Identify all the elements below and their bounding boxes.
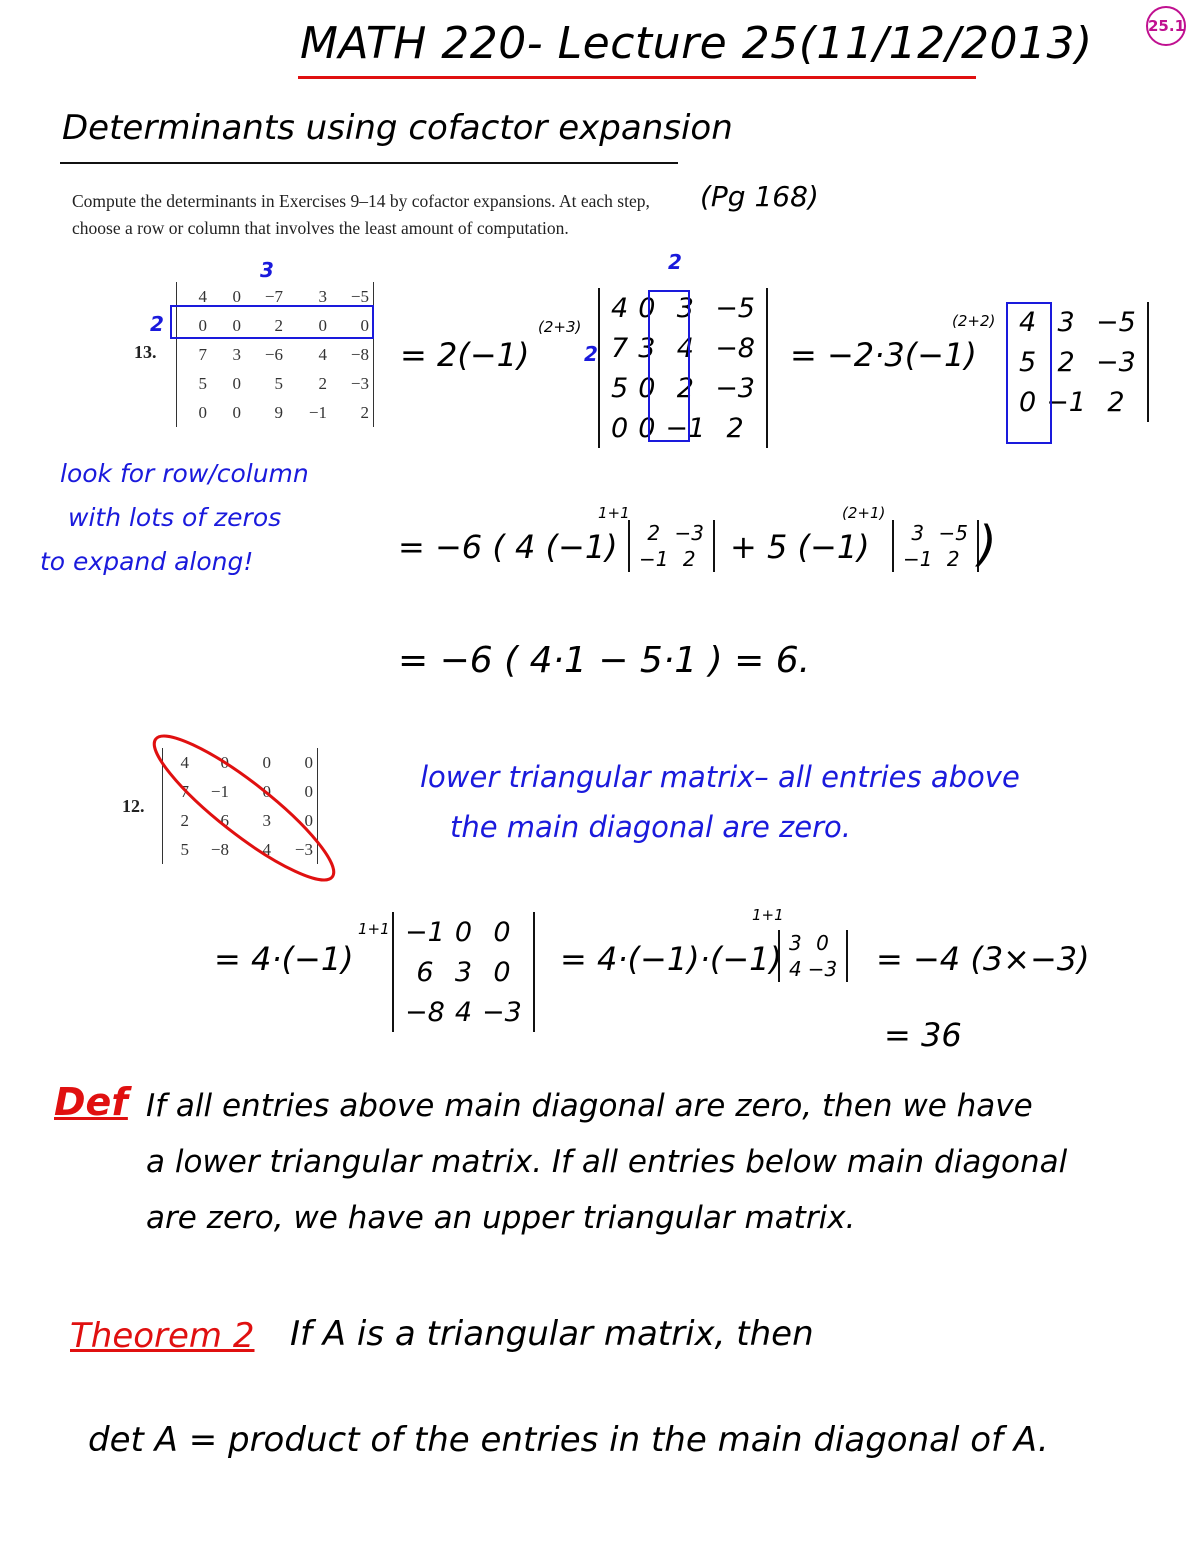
matrix-cell: −1 (308, 402, 327, 422)
matrix-cell: 4 (262, 839, 271, 859)
matrix-cell: −8 (715, 332, 755, 364)
matrix-cell: 0 (304, 810, 313, 830)
matrix-cell: −1 (903, 547, 933, 571)
matrix-cell: 2 (946, 547, 960, 571)
ex13-label: 13. (134, 342, 157, 362)
ex12-step2-matrix (778, 930, 848, 982)
ex13-col-mark: 3 (260, 258, 274, 282)
tip-line: with lots of zeros (68, 503, 282, 532)
matrix-cell: 0 (232, 315, 241, 335)
matrix-cell: 0 (262, 752, 271, 772)
matrix-cell: 2 (647, 521, 661, 545)
definition-text (146, 1078, 1186, 1246)
matrix-cell: 0 (454, 916, 472, 948)
matrix-cell: −3 (294, 839, 313, 859)
definition-line: are zero, we have an upper triangular matrix. (146, 1200, 856, 1236)
matrix-row (400, 952, 527, 992)
matrix-cell: −3 (1096, 346, 1136, 378)
matrix-cell: 0 (198, 402, 207, 422)
ex13-row-mark: 2 (150, 312, 164, 336)
heading-underline (60, 162, 678, 164)
matrix-cell: 0 (262, 781, 271, 801)
matrix-row (181, 369, 369, 398)
matrix-cell: 3 (454, 956, 472, 988)
matrix-cell: −8 (405, 996, 445, 1028)
matrix-cell: 0 (1019, 386, 1037, 418)
ex13-step3-part-b: + 5 (−1) (730, 528, 870, 566)
matrix-cell: 7 (198, 344, 207, 364)
matrix-cell: −1 (1046, 386, 1086, 418)
matrix-cell: 0 (220, 752, 229, 772)
matrix-cell: −1 (405, 916, 445, 948)
matrix-cell: 7 (611, 332, 629, 364)
matrix-cell: 0 (638, 292, 656, 324)
matrix-cell: −8 (350, 344, 369, 364)
matrix-cell: 5 (198, 373, 207, 393)
matrix-cell: 2 (682, 547, 696, 571)
matrix-cell: −5 (1096, 306, 1136, 338)
ex12-step1-prefix: = 4·(−1) (214, 940, 354, 978)
page-title: MATH 220- Lecture 25(11/12/2013) (300, 18, 1093, 69)
ex12-step2-exponent: 1+1 (752, 906, 784, 924)
matrix-cell: 0 (816, 931, 829, 955)
definition-line: If all entries above main diagonal are zero, then we have (146, 1088, 1033, 1124)
ex12-final: = 36 (884, 1016, 962, 1054)
matrix-cell: 0 (232, 373, 241, 393)
matrix-cell: −3 (350, 373, 369, 393)
matrix-cell: 6 (416, 956, 434, 988)
matrix-cell: 0 (304, 752, 313, 772)
ex13-step2-exponent: (2+2) (952, 312, 996, 330)
matrix-cell: 0 (232, 286, 241, 306)
tip-line: to expand along! (40, 547, 254, 576)
matrix-cell: 3 (789, 931, 802, 955)
ex12-label: 12. (122, 796, 145, 816)
matrix-row (400, 992, 527, 1032)
matrix-cell: 5 (180, 839, 189, 859)
ex13-step4: = −6 ( 4·1 − 5·1 ) = 6. (398, 640, 811, 681)
matrix-cell: −5 (350, 286, 369, 306)
page-reference: (Pg 168) (700, 180, 819, 213)
ex12-step1-exponent: 1+1 (358, 920, 390, 938)
matrix-cell: 0 (493, 956, 511, 988)
matrix-cell: 0 (304, 781, 313, 801)
matrix-cell: −8 (210, 839, 229, 859)
tip-note (40, 452, 309, 584)
ex13-step3-matrix-a (628, 520, 715, 572)
matrix-cell: 4 (180, 752, 189, 772)
ex12-note (420, 752, 1020, 852)
matrix-cell: 0 (493, 916, 511, 948)
matrix-row (400, 912, 527, 952)
ex13-step3-part-a: = −6 ( 4 (−1) (398, 528, 618, 566)
matrix-cell: 4 (1019, 306, 1037, 338)
matrix-cell: 2 (726, 412, 744, 444)
matrix-row (636, 520, 707, 546)
matrix-cell: 5 (611, 372, 629, 404)
matrix-cell: 4 (676, 332, 694, 364)
matrix-cell: 4 (198, 286, 207, 306)
matrix-row (786, 930, 840, 956)
matrix-cell: 2 (1057, 346, 1075, 378)
matrix-cell: 3 (676, 292, 694, 324)
ex13-step3-matrix-b (892, 520, 979, 572)
theorem-label: Theorem 2 (70, 1316, 255, 1356)
matrix-cell: 4 (318, 344, 327, 364)
ex13-step1-prefix: = 2(−1) (400, 336, 530, 374)
ex12-step2-prefix: = 4·(−1)·(−1) (560, 940, 782, 978)
matrix-row (786, 956, 840, 982)
definition-label: Def (54, 1080, 128, 1124)
matrix-cell: 2 (318, 373, 327, 393)
matrix-cell: 3 (638, 332, 656, 364)
ex12-note-line: lower triangular matrix– all entries above (420, 760, 1020, 794)
matrix-row (900, 546, 971, 572)
matrix-cell: 3 (318, 286, 327, 306)
ex12-step2-result: = −4 (3×−3) (876, 940, 1090, 978)
diagonal-ellipse (150, 728, 340, 888)
matrix-cell: 5 (1019, 346, 1037, 378)
ex13-step3-exponent-a: 1+1 (598, 504, 630, 522)
matrix-cell: 7 (180, 781, 189, 801)
ex13-step2-col-highlight (1006, 302, 1052, 444)
matrix-cell: −7 (264, 286, 283, 306)
matrix-cell: 0 (360, 315, 369, 335)
ex13-step1-exponent: (2+3) (538, 318, 582, 336)
matrix-cell: 5 (274, 373, 283, 393)
matrix-cell: 2 (676, 372, 694, 404)
matrix-cell: 9 (274, 402, 283, 422)
matrix-cell: −1 (639, 547, 669, 571)
ex13-step2-prefix: = −2·3(−1) (790, 336, 977, 374)
definition-line: a lower triangular matrix. If all entries below main diagonal (146, 1144, 1068, 1180)
matrix-cell: 4 (454, 996, 472, 1028)
ex13-step3-close-paren: ) (978, 516, 997, 572)
matrix-cell: 4 (789, 957, 802, 981)
ex13-matrix (176, 282, 374, 427)
ex12-note-line: the main diagonal are zero. (450, 810, 852, 844)
ex13-row-highlight (170, 305, 374, 339)
matrix-cell: 0 (611, 412, 629, 444)
textbook-instructions: Compute the determinants in Exercises 9–14 by cofactor expansions. At each step, choose a row or column that involves the least amount of computation. (72, 191, 650, 238)
matrix-cell: 3 (232, 344, 241, 364)
ex13-step1-row-mark: 2 (584, 342, 598, 366)
matrix-cell: −6 (264, 344, 283, 364)
matrix-cell: 2 (180, 810, 189, 830)
tip-line: look for row/column (60, 459, 309, 488)
matrix-cell: −5 (938, 521, 968, 545)
matrix-cell: −3 (674, 521, 704, 545)
matrix-cell: −3 (715, 372, 755, 404)
matrix-cell: 4 (611, 292, 629, 324)
matrix-cell: −3 (482, 996, 522, 1028)
section-heading: Determinants using cofactor expansion (62, 108, 733, 148)
theorem-formula: det A = product of the entries in the main diagonal of A. (88, 1420, 1049, 1460)
ex13-step1-col-mark: 2 (668, 250, 682, 274)
matrix-cell: 0 (638, 372, 656, 404)
matrix-cell: 0 (318, 315, 327, 335)
matrix-cell: 3 (1057, 306, 1075, 338)
theorem-statement: If A is a triangular matrix, then (290, 1314, 814, 1354)
ex13-step3-exponent-b: (2+1) (842, 504, 886, 522)
matrix-cell: 0 (638, 412, 656, 444)
title-underline (298, 76, 976, 79)
page-number-badge: 25.1 (1146, 6, 1186, 46)
matrix-cell: −1 (210, 781, 229, 801)
matrix-row (900, 520, 971, 546)
matrix-cell: 0 (232, 402, 241, 422)
matrix-cell: 2 (274, 315, 283, 335)
matrix-cell: 0 (198, 315, 207, 335)
matrix-cell: 3 (262, 810, 271, 830)
matrix-cell: 2 (1107, 386, 1125, 418)
ex12-step1-matrix (392, 912, 535, 1032)
matrix-cell: −5 (715, 292, 755, 324)
matrix-cell: 6 (220, 810, 229, 830)
matrix-row (636, 546, 707, 572)
matrix-cell: 2 (360, 402, 369, 422)
matrix-cell: −3 (807, 957, 838, 981)
matrix-row (181, 340, 369, 369)
matrix-row (181, 398, 369, 427)
ex13-step1-col-highlight (648, 290, 690, 442)
matrix-cell: −1 (665, 412, 706, 444)
matrix-cell: 3 (911, 521, 925, 545)
